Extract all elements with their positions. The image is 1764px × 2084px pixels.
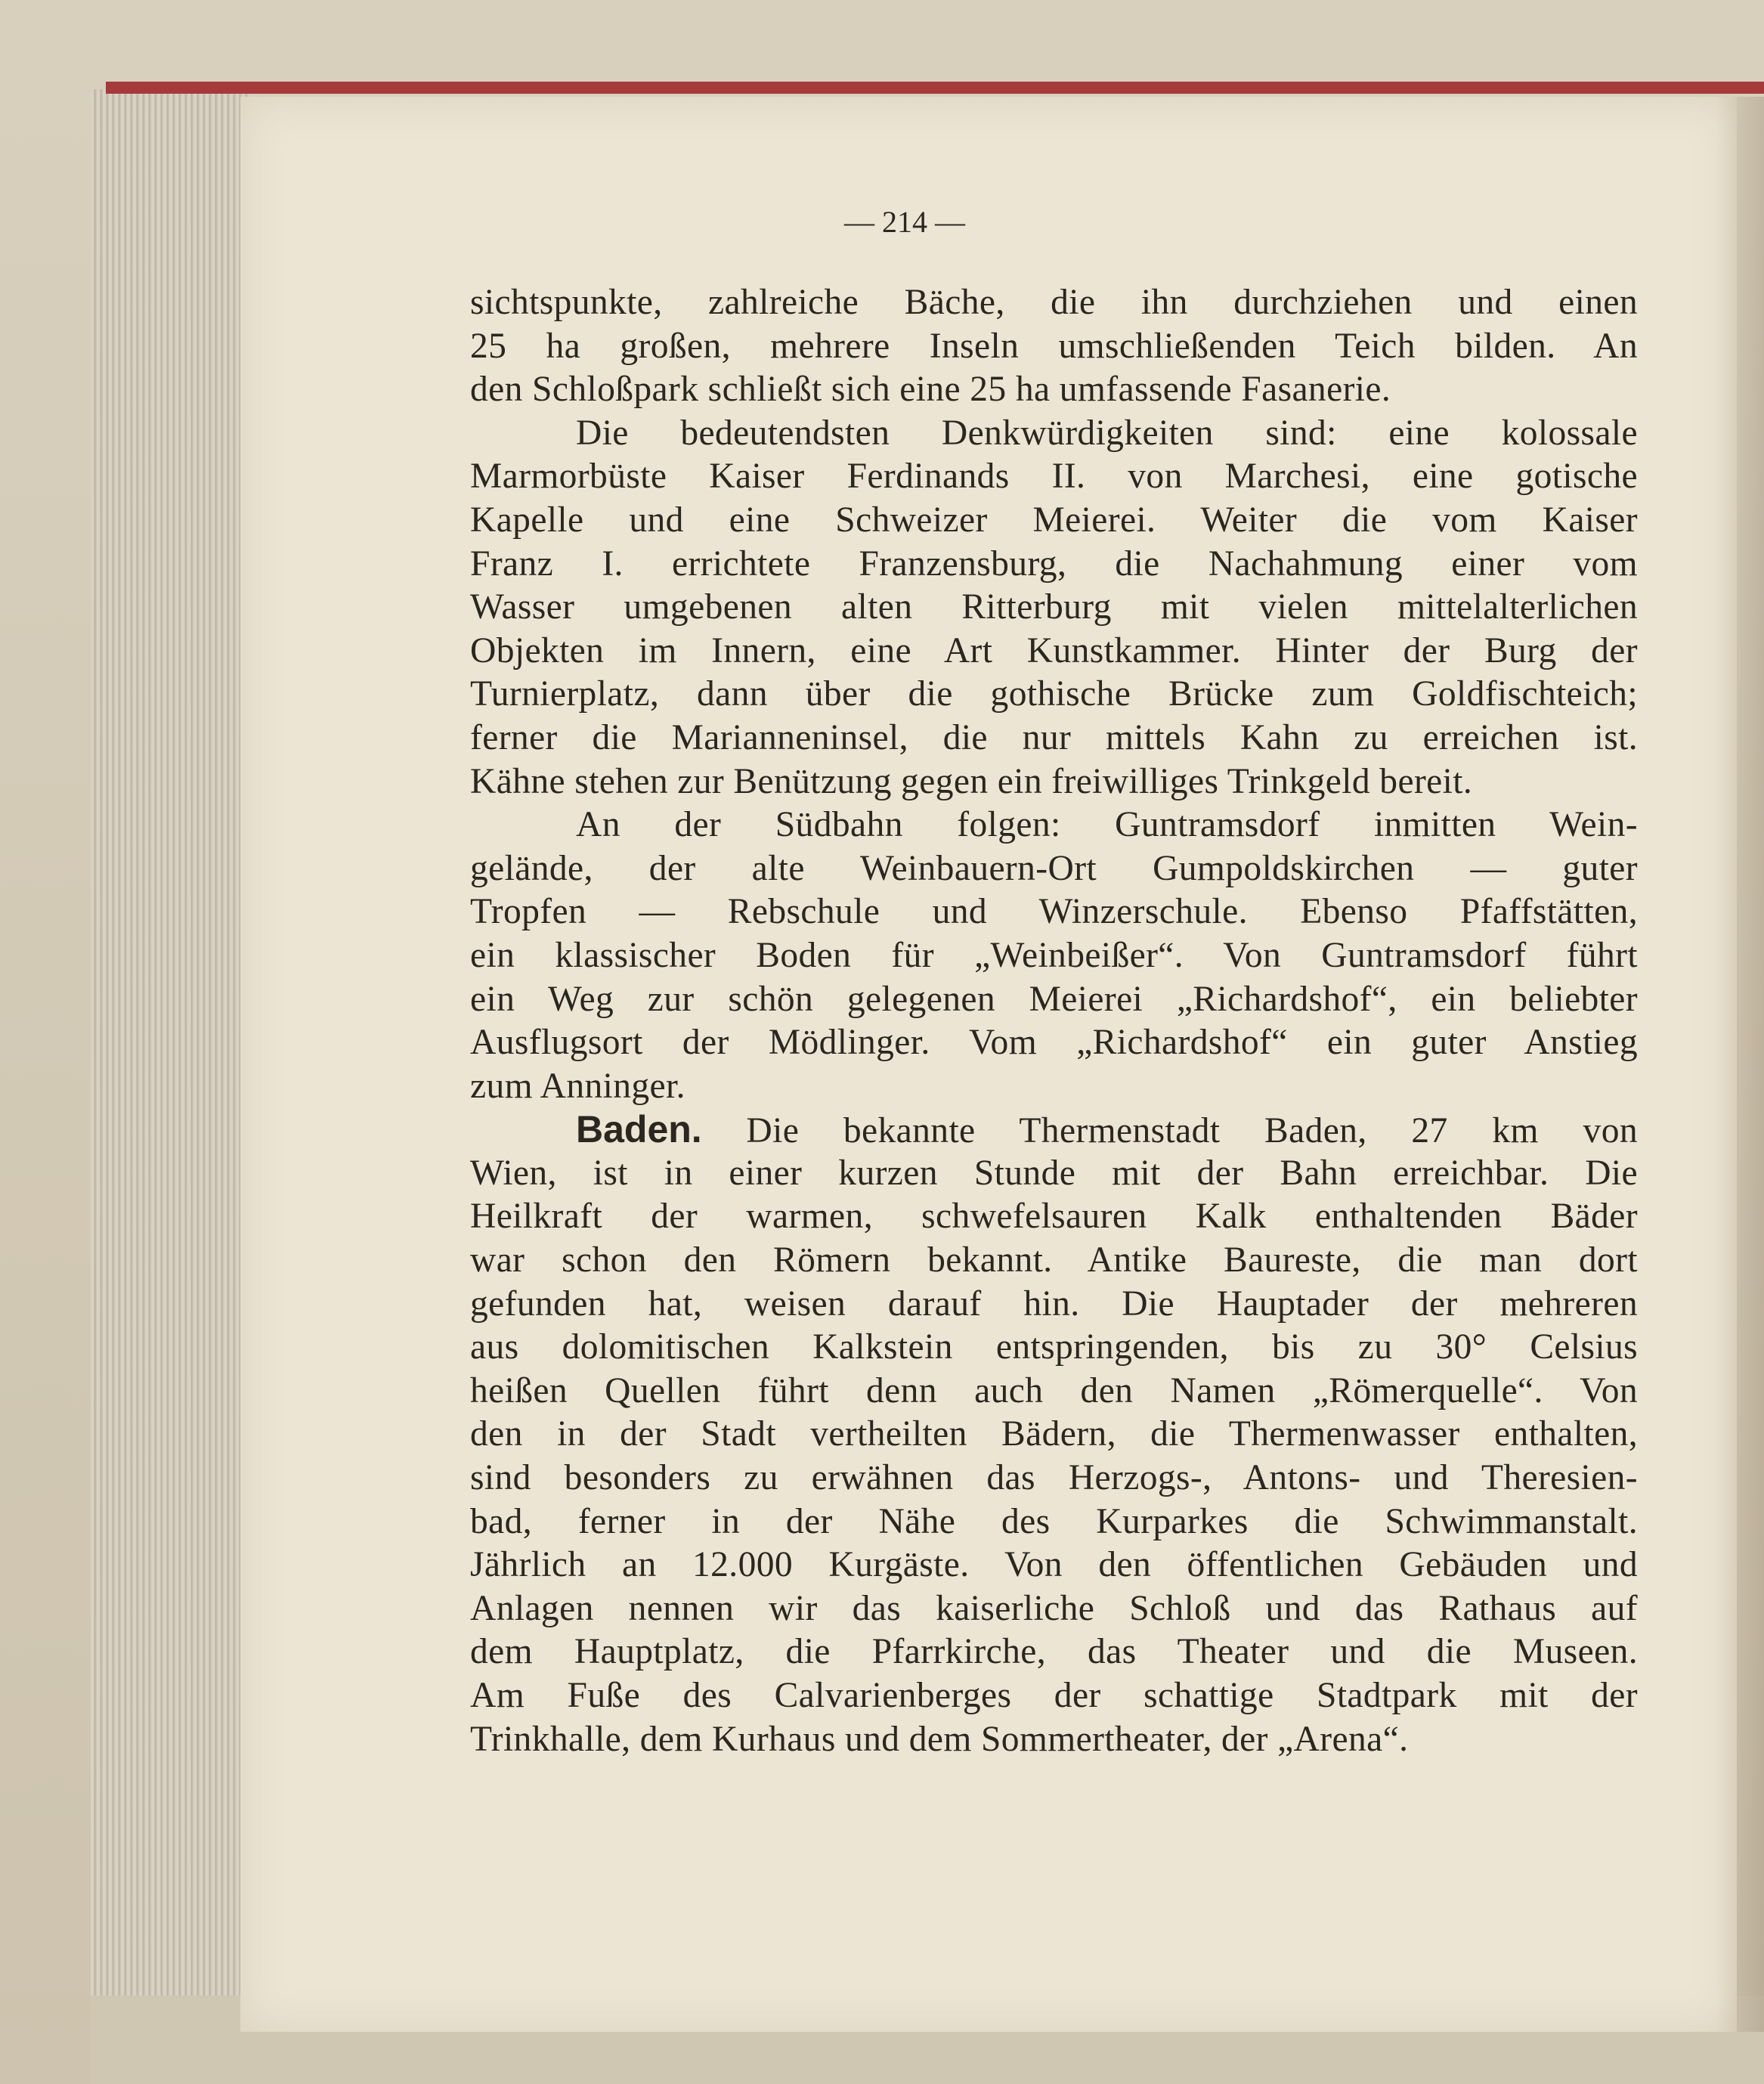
- text-line: Kähne stehen zur Benützung gegen ein freiwilliges Trinkgeld bereit.: [470, 761, 1473, 801]
- text-line: Die bedeutendsten Denkwürdigkeiten sind: eine kolossale: [576, 413, 1638, 453]
- text-line: Ausflugsort der Mödlinger. Vom „Richardshof“ ein guter Anstieg: [470, 1023, 1638, 1063]
- text-line: gelände, der alte Weinbauern-Ort Gumpoldskirchen — guter: [470, 848, 1638, 888]
- text-line: Wasser umgebenen alten Ritterburg mit vielen mittelalterlichen: [470, 587, 1638, 627]
- text-line: den in der Stadt vertheilten Bädern, die Thermenwasser enthalten,: [470, 1414, 1638, 1454]
- page-text: [470, 281, 1638, 1761]
- text-line-with-heading: [470, 1108, 1638, 1152]
- text-line: Jährlich an 12.000 Kurgäste. Von den öffentlichen Gebäuden und: [470, 1545, 1638, 1585]
- text-line: 25 ha großen, mehrere Inseln umschließenden Teich bilden. An: [470, 326, 1638, 366]
- text-line: ein Weg zur schön gelegenen Meierei „Richardshof“, ein beliebter: [470, 979, 1638, 1019]
- text-line: Anlagen nennen wir das kaiserliche Schloß und das Rathaus auf: [470, 1588, 1638, 1628]
- text-line: Wien, ist in einer kurzen Stunde mit der Bahn erreichbar. Die: [470, 1153, 1638, 1193]
- text-line: bad, ferner in der Nähe des Kurparkes die Schwimmanstalt.: [470, 1501, 1638, 1541]
- text-line: sind besonders zu erwähnen das Herzogs-, Antons- und Theresien-: [470, 1458, 1638, 1498]
- text-line: Heilkraft der warmen, schwefelsauren Kalk enthaltenden Bäder: [470, 1197, 1638, 1237]
- text-line: gefunden hat, weisen darauf hin. Die Hauptader der mehreren: [470, 1284, 1638, 1324]
- text-line: ein klassischer Boden für „Weinbeißer“. Von Guntramsdorf führt: [470, 935, 1638, 975]
- text-line: dem Hauptplatz, die Pfarrkirche, das Theater und die Museen.: [470, 1632, 1638, 1672]
- text-line: Objekten im Innern, eine Art Kunstkammer. Hinter der Burg der: [470, 630, 1638, 670]
- text-line: aus dolomitischen Kalkstein entspringenden, bis zu 30° Celsius: [470, 1327, 1638, 1367]
- page-number: — 214 —: [844, 205, 965, 239]
- text-line: An der Südbahn folgen: Guntramsdorf inmitten Wein-: [576, 805, 1638, 845]
- text-line: zum Anninger.: [470, 1066, 685, 1106]
- text-line: den Schloßpark schließt sich eine 25 ha umfassende Fasanerie.: [470, 370, 1391, 410]
- text-line: war schon den Römern bekannt. Antike Baureste, die man dort: [470, 1240, 1638, 1280]
- section-heading: Baden.: [576, 1108, 702, 1151]
- text-line: Die bekannte Thermenstadt Baden, 27 km von: [746, 1111, 1638, 1151]
- text-line: ferner die Marianneninsel, die nur mittels Kahn zu erreichen ist.: [470, 717, 1638, 757]
- book-cover-edge: [106, 82, 1764, 94]
- text-line: Turnierplatz, dann über die gothische Brücke zum Goldfischteich;: [470, 674, 1638, 714]
- text-line: sichtspunkte, zahlreiche Bäche, die ihn durchziehen und einen: [470, 283, 1638, 322]
- text-line: Kapelle und eine Schweizer Meierei. Weiter die vom Kaiser: [470, 500, 1638, 540]
- text-line: Marmorbüste Kaiser Ferdinands II. von Marchesi, eine gotische: [470, 457, 1638, 497]
- text-line: Franz I. errichtete Franzensburg, die Nachahmung einer vom: [470, 543, 1638, 584]
- text-line: Am Fuße des Calvarienberges der schattige Stadtpark mit der: [470, 1676, 1638, 1715]
- text-line: Tropfen — Rebschule und Winzerschule. Ebenso Pfaffstätten,: [470, 892, 1638, 932]
- book-page-edges: [91, 89, 249, 2002]
- page-gutter-shadow: [1716, 97, 1764, 2032]
- text-line: Trinkhalle, dem Kurhaus und dem Sommertheater, der „Arena“.: [470, 1719, 1409, 1759]
- text-line: heißen Quellen führt denn auch den Namen „Römerquelle“. Von: [470, 1370, 1638, 1410]
